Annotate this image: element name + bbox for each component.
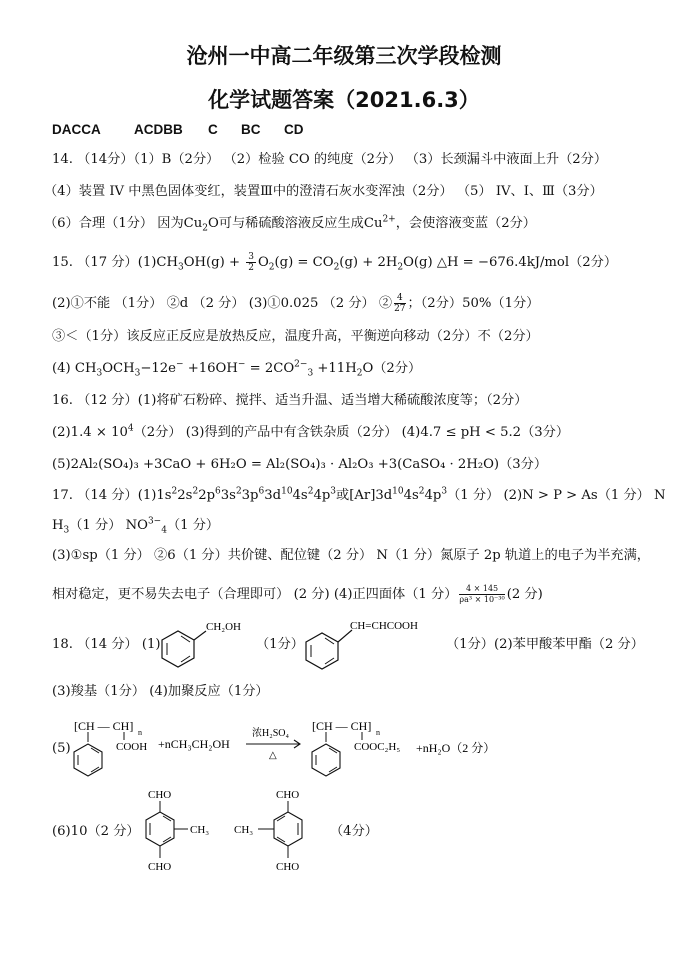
choice-answer-4: BC <box>241 122 261 137</box>
polymer-subscript: n <box>376 728 380 737</box>
structure-label: CH₂OH <box>206 621 242 633</box>
q16-line-1: 16. （12 分）(1)将矿石粉碎、搅拌、适当升温、适当增大稀硫酸浓度等；（2分） <box>52 393 528 408</box>
polymer-side-group: COOC₂H₅ <box>354 741 401 753</box>
q16-line-3: (5)2Al₂(SO₄)₃ +3CaO + 6H₂O = Al₂(SO₄)₃ · Al₂O₃ +3(CaSO₄ · 2H₂O)（3分） <box>52 457 548 472</box>
q18-part6-label: (6)10（2 分） <box>52 824 140 839</box>
fraction: $\frac{3}{2}$ <box>248 252 254 273</box>
page-subtitle: 化学试题答案（2021.6.3） <box>208 88 480 112</box>
q16-line-2: $(2)1.4 \times 10^4(2$分） (3)得到的产品中有含铁杂质（2分） (4)4.7 ≤ pH < 5.2（3分） <box>52 423 570 440</box>
benzyl-alcohol-structure <box>142 618 252 678</box>
methyl-group: CH₃ <box>190 824 210 836</box>
q15-line-4: (4) $CH_3OCH_3-12e^- +16OH^- = 2CO^{2-}_3 +11H_2O(2$分） <box>52 359 422 379</box>
aldehyde-group: CHO <box>148 789 172 801</box>
aldehyde-group: CHO <box>148 861 172 873</box>
q14-line-1: 14. （14分）（1）B（2分） （2）检验 CO 的纯度（2分） （3）长颈漏斗中液面上升（2分） <box>52 152 608 167</box>
choice-answer-1: DACCA <box>52 122 101 137</box>
q18-part6-score: （4分） <box>330 824 378 839</box>
q18-line-1-label: 18. （14 分） (1) <box>52 637 161 652</box>
reagent-text: +nCH₃CH₂OH <box>158 737 230 751</box>
q18-part5-label: (5) <box>52 741 71 756</box>
q15-line-2: (2)①不能 （1分） ②d （2 分） (3)①0.025 （2 分） ② $\frac{4}{27}$ ；（2分）50%（1分） <box>52 293 540 314</box>
structure-label: CH=CHCOOH <box>350 620 418 632</box>
aldehyde-group: CHO <box>276 861 300 873</box>
methyl-group: CH₃ <box>234 824 254 836</box>
aldehyde-group: CHO <box>276 789 300 801</box>
choice-answer-3: C <box>208 122 218 137</box>
polymer-side-group: COOH <box>116 741 148 753</box>
q14-line-3: （6）合理（1分） 因为$Cu_2O$可与稀硫酸溶液反应生成$Cu^{2+}$，会使溶液变蓝（2分） <box>44 214 536 234</box>
page-title: 沧州一中高二年级第三次学段检测 <box>186 44 502 68</box>
q17-line-2: $H_3(1$ 分） $NO^{3-}_4(1$ 分） <box>52 516 220 536</box>
q17-line-1: 17. （14 分）$(1)1s^22s^22p^63s^23p^63d^{10}4s^24p^3$或$[Ar]3d^{10}4s^24p^3(1$ 分） (2)N > P > As（1 分） N <box>52 486 666 503</box>
cinnamic-acid-structure <box>292 612 452 678</box>
q14-line-2: （4）装置 IV 中黑色固体变红，装置Ⅲ中的澄清石灰水变浑浊（2分） （5） IV、I、Ⅲ（3分） <box>44 184 603 199</box>
reaction-condition-heat: △ <box>269 750 277 761</box>
reaction-condition: 浓H₂SO₄ <box>252 728 289 739</box>
q18-score-1: （1分） <box>256 637 304 652</box>
q15-line-1: 15. （17 分）$(1)CH_3OH(g)$ + $\frac{3}{2}$ $O_2(g) = CO_2(g) + 2H_2O(g)$ △H = −676.4kJ/mol（2分） <box>52 252 618 273</box>
polymer-chain: [CH — CH] <box>312 719 372 733</box>
q18-line-2: (3)羧基（1分） (4)加聚反应（1分） <box>52 684 269 699</box>
reaction-equation <box>66 708 626 788</box>
fraction: $\frac{4 \times 145}{\text{ρa³ × 10⁻³⁰}}$ <box>459 584 505 604</box>
choice-answer-2: ACDBB <box>134 122 183 137</box>
q15-line-3: ③＜（1分）该反应正反应是放热反应，温度升高，平衡逆向移动（2分）不（2分） <box>52 329 539 344</box>
polymer-subscript: n <box>138 728 142 737</box>
q17-line-4: 相对稳定，更不易失去电子（合理即可） (2 分) (4)正四面体（1 分） $\frac{4 \times 145}{\text{ρa³ × 10⁻³⁰}}$ (2 分) <box>52 584 543 604</box>
polymer-chain: [CH — CH] <box>74 719 134 733</box>
product-text: +nH₂O（2 分） <box>416 741 496 755</box>
fraction: $\frac{4}{27}$ <box>394 293 406 314</box>
choice-answer-5: CD <box>284 122 304 137</box>
q18-line-1-rest: （1分）(2)苯甲酸苯甲酯（2 分） <box>446 637 644 652</box>
q17-line-3: (3)①sp（1 分） ②6（1 分）共价键、配位键（2 分） N（1 分）氮原子 2p 轨道上的电子为半充满， <box>52 548 650 563</box>
isomer-structures <box>130 786 360 878</box>
